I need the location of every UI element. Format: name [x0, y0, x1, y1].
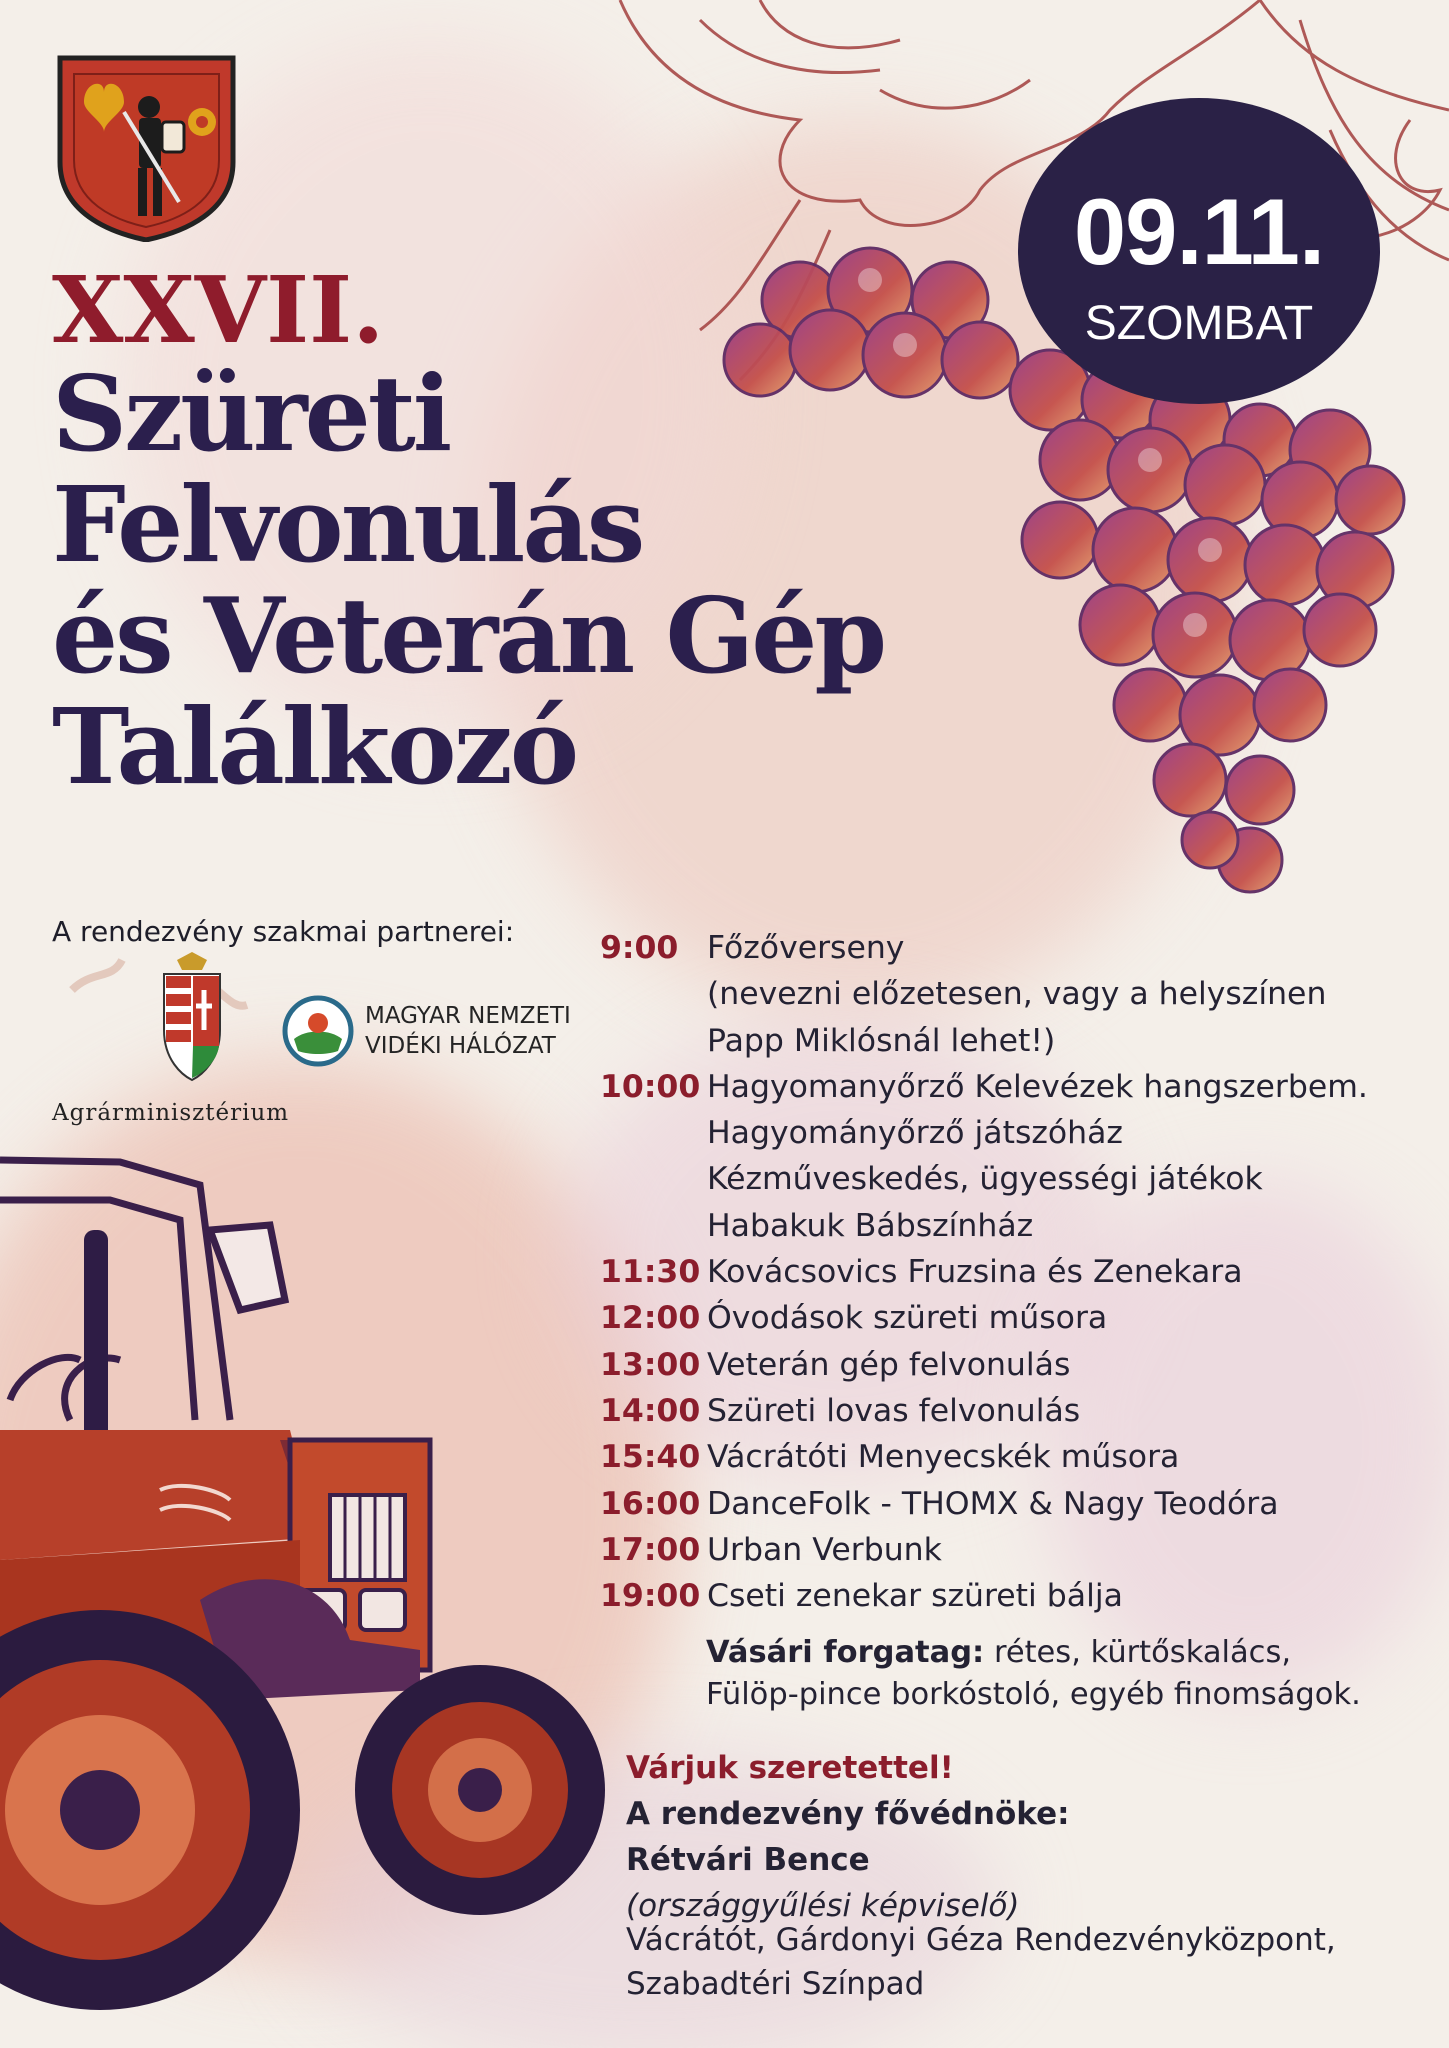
schedule-time: 16:00: [600, 1485, 701, 1522]
schedule-line: Főzőverseny: [707, 930, 905, 966]
schedule-time: 15:40: [600, 1439, 701, 1476]
title-line-1: Szüreti: [52, 352, 450, 475]
network-globe-icon: [282, 995, 354, 1067]
closing-block: [626, 1745, 1070, 1929]
schedule-activity: Kovácsovics Fruzsina és Zenekara: [707, 1254, 1243, 1291]
schedule-item: [600, 1295, 1430, 1341]
event-title: [52, 256, 885, 808]
patron-role: (országgyűlési képviselő): [626, 1888, 1020, 1924]
schedule-item: [600, 925, 1430, 1064]
fair-line-2: Fülöp-pince borkóstoló, egyéb finomságok.: [706, 1677, 1361, 1712]
schedule-item: [600, 1249, 1430, 1295]
hungarian-crest-icon: [52, 950, 252, 1090]
schedule-line: (nevezni előzetesen, vagy a helyszínen: [707, 976, 1327, 1013]
venue-line-1: Vácrátót, Gárdonyi Géza Rendezvényközpont,: [626, 1922, 1336, 1958]
schedule-line: Habakuk Bábszínház: [707, 1207, 1034, 1244]
welcome-text: Várjuk szeretettel!: [626, 1750, 954, 1786]
schedule-time: 10:00: [600, 1068, 701, 1105]
date-badge: [1018, 98, 1380, 404]
network-name-line-1: MAGYAR NEMZETI: [365, 1003, 571, 1029]
schedule-line: Kézműveskedés, ügyességi játékok: [707, 1161, 1263, 1198]
venue-line-2: Szabadtéri Színpad: [626, 1966, 925, 2002]
schedule-time: 13:00: [600, 1346, 701, 1383]
title-line-3: és Veterán Gép: [52, 574, 885, 697]
schedule-line: Hagyomanyőrző Kelevézek hangszerbem.: [707, 1068, 1368, 1105]
schedule-activity: Cseti zenekar szüreti bálja: [707, 1578, 1123, 1615]
coat-of-arms-logo: [54, 52, 239, 242]
network-name-line-2: VIDÉKI HÁLÓZAT: [365, 1033, 556, 1059]
schedule-item: [600, 1481, 1430, 1527]
title-line-2: Felvonulás: [52, 463, 643, 586]
schedule-time: 17:00: [600, 1531, 701, 1568]
patron-label: A rendezvény fővédnöke:: [626, 1796, 1070, 1832]
fair-label: Vásári forgatag:: [706, 1635, 985, 1670]
schedule-line: Papp Miklósnál lehet!): [707, 1022, 1056, 1059]
schedule-activity: Szüreti lovas felvonulás: [707, 1392, 1081, 1429]
schedule-item: [600, 1573, 1430, 1619]
title-line-4: Találkozó: [52, 685, 577, 808]
ministry-name: Agrárminisztérium: [52, 1100, 290, 1126]
patron-name: Rétvári Bence: [626, 1842, 870, 1878]
schedule-time: 14:00: [600, 1392, 701, 1429]
schedule-activity: Urban Verbunk: [707, 1531, 942, 1568]
schedule-item: [600, 1434, 1430, 1480]
schedule-item: [600, 1527, 1430, 1573]
schedule-item: [600, 1342, 1430, 1388]
event-weekday: SZOMBAT: [1084, 297, 1314, 350]
fair-line-1: rétes, kürtőskalács,: [993, 1635, 1292, 1670]
schedule-activity: [707, 925, 1326, 1064]
schedule-activity: Vácrátóti Menyecskék műsora: [707, 1439, 1180, 1476]
program-schedule: [600, 925, 1430, 1619]
venue-info: [626, 1918, 1336, 2006]
schedule-item: [600, 1064, 1430, 1249]
schedule-line: Hagyományőrző játszóház: [707, 1115, 1123, 1152]
partners-label: A rendezvény szakmai partnerei:: [52, 915, 515, 948]
mnvh-logo: [282, 995, 602, 1075]
fair-info: [706, 1632, 1361, 1716]
schedule-item: [600, 1388, 1430, 1434]
schedule-time: 11:30: [600, 1254, 701, 1291]
schedule-activity: Veterán gép felvonulás: [707, 1346, 1071, 1383]
schedule-activity: Óvodások szüreti műsora: [707, 1300, 1108, 1337]
edition-number: XXVII.: [52, 256, 385, 364]
schedule-time: 12:00: [600, 1300, 701, 1337]
event-date: 09.11.: [1073, 179, 1325, 284]
schedule-activity: DanceFolk - THOMX & Nagy Teodóra: [707, 1485, 1279, 1522]
schedule-time: 9:00: [600, 930, 679, 966]
schedule-time: 19:00: [600, 1578, 701, 1615]
network-name: [365, 1001, 571, 1061]
schedule-activity: [707, 1064, 1368, 1249]
